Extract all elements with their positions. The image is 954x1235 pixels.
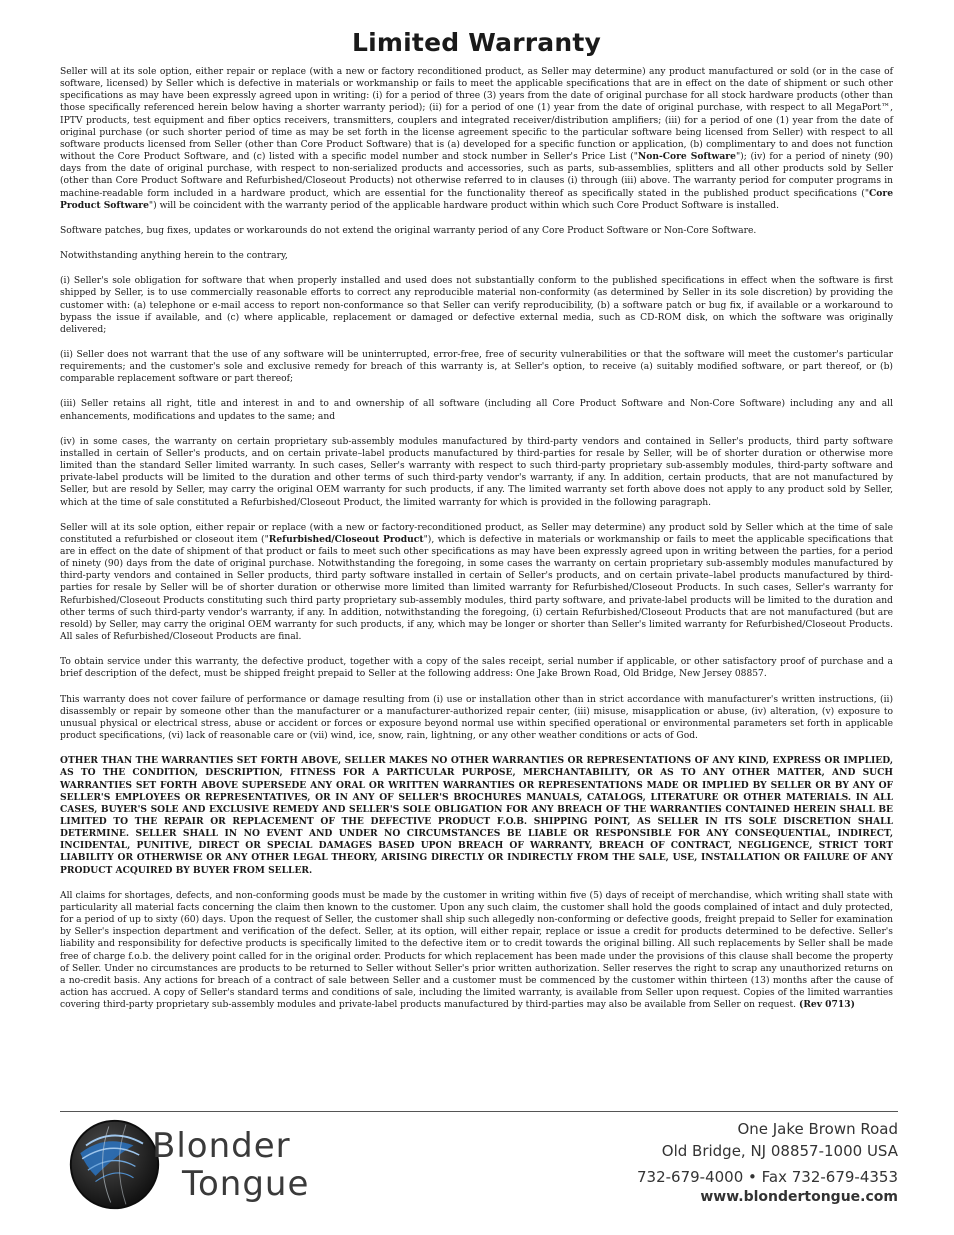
website-link[interactable]: www.blondertongue.com <box>700 1189 898 1205</box>
warranty-paragraph: (ii) Seller does not warrant that the use of any software will be uninterrupted, error-free, free of security vulnerabilities or that the software will meet the customer's particular requirements; and the customer's sole and exclusive remedy for breach of this warranty is, at Seller's option, to receive (a) suitably modified software, or part thereof, or (b) comparable replacement software or part thereof; <box>60 349 893 385</box>
warranty-paragraph: OTHER THAN THE WARRANTIES SET FORTH ABOVE, SELLER MAKES NO OTHER WARRANTIES OR REPRESENTATIONS OF ANY KIND, EXPRESS OR IMPLIED, AS TO THE CONDITION, DESCRIPTION, FITNESS FOR A PARTICULAR PURPOSE, MERCHANTABILITY, OR AS TO ANY OTHER MATTER, AND SUCH WARRANTIES SET FORTH ABOVE SUPERSEDE ANY ORAL OR WRITTEN WARRANTIES OR REPRESENTATIONS MADE OR IMPLIED BY SELLER OR BY ANY OF SELLER'S EMPLOYEES OR REPRESENTATIVES, OR IN ANY OF SELLER'S BROCHURES MANUALS, CATALOGS, LITERATURE OR OTHER MATERIALS. IN ALL CASES, BUYER'S SOLE AND EXCLUSIVE REMEDY AND SELLER'S SOLE OBLIGATION FOR ANY BREACH OF THE WARRANTIES CONTAINED HEREIN SHALL BE LIMITED TO THE REPAIR OR REPLACEMENT OF THE DEFECTIVE PRODUCT F.O.B. SHIPPING POINT, AS SELLER IN ITS SOLE DISCRETION SHALL DETERMINE. SELLER SHALL IN NO EVENT AND UNDER NO CIRCUMSTANCES BE LIABLE OR RESPONSIBLE FOR ANY CONSEQUENTIAL, INDIRECT, INCIDENTAL, PUNITIVE, DIRECT OR SPECIAL DAMAGES BASED UPON BREACH OF WARRANTY, BREACH OF CONTRACT, NEGLIGENCE, STRICT TORT LIABILITY OR OTHERWISE OR ANY OTHER LEGAL THEORY, ARISING DIRECTLY OR INDIRECTLY FROM THE SALE, USE, INSTALLATION OR FAILURE OF ANY PRODUCT ACQUIRED BY BUYER FROM SELLER. <box>60 755 893 876</box>
warranty-paragraph: (iv) in some cases, the warranty on certain proprietary sub-assembly modules manufactured by third-party vendors and contained in Seller's products, third party software installed in certain of Seller's products, and on certain private–label products manufactured by third-parties for resale by Seller, will be of shorter duration or otherwise more limited than the standard Seller limited warranty. In such cases, Seller's warranty with respect to such third-party proprietary sub-assembly modules, third-party software and private-label products will be limited to the duration and other terms of such third-party vendor's warranty, if any. In addition, certain products, that are not manufactured by Seller, but are resold by Seller, may carry the original OEM warranty for such products, if any. The limited warranty set forth above does not apply to any product sold by Seller, which at the time of sale constituted a Refurbished/Closeout Product, the limited warranty for which is provided in the following paragraph. <box>60 436 893 508</box>
warranty-paragraph: Seller will at its sole option, either repair or replace (with a new or factory reconditioned product, as Seller may determine) any product manufactured or sold (or in the case of software, licensed) by Seller which is defective in materials or workmanship or fails to meet the applicable specifications that are in effect on the date of shipment or such other specifications as may have been expressly agreed upon in writing: (i) for a period of three (3) years from the date of original purchase for all stock hardware products (other than those specifically referenced herein below having a shorter warranty period); (ii) for a period of one (1) year from the date of original purchase, with respect to all MegaPort™, IPTV products, test equipment and fiber optics receivers, transmitters, couplers and integrated receiver/distribution amplifiers; (iii) for a period of one (1) year from the date of original purchase (or such shorter period of time as may be set forth in the license agreement specific to the particular software being licensed from Seller) with respect to all software products licensed from Seller (other than Core Product Software) that is (a) developed for a specific function or application, (b) complimentary to and does not function without the Core Product Software, and (c) listed with a specific model number and stock number in Seller's Price List ("Non-Core Software"); (iv) for a period of ninety (90) days from the date of original purchase, with respect to non-serialized products and accessories, such as parts, sub-assemblies, splitters and all other products sold by Seller (other than Core Product Software and Refurbished/Closeout Products) not otherwise referred to in clauses (i) through (iii) above. The warranty period for computer programs in machine-readable form included in a hardware product, which are essential for the functionality thereof as specifically stated in the published product specifications ("Core Product Software") will be coincident with the warranty period of the applicable hardware product within which such Core Product Software is installed. <box>60 67 894 211</box>
phone-fax: 732-679-4000 • Fax 732-679-4353 <box>637 1168 898 1186</box>
footer-divider <box>60 1111 898 1112</box>
contact-block <box>637 1118 898 1206</box>
brand-wordmark <box>152 1127 309 1203</box>
page-title: Limited Warranty <box>352 28 601 57</box>
warranty-paragraph: This warranty does not cover failure of performance or damage resulting from (i) use or installation other than in strict accordance with manufacturer's written instructions, (ii) disassembly or repair by someone other than the manufacturer or a manufacturer-authorized repair center, (iii) misuse, misapplication or abuse, (iv) alteration, (v) exposure to unusual physical or electrical stress, abuse or accident or forces or exposure beyond normal use within specified operational or environmental parameters set forth in applicable product specifications, (vi) lack of reasonable care or (vii) wind, ice, snow, rain, lightning, or any other weather conditions or acts of God. <box>60 694 893 742</box>
address-line-2: Old Bridge, NJ 08857-1000 USA <box>661 1142 898 1160</box>
warranty-body <box>60 66 893 1011</box>
globe-logo-icon <box>67 1117 162 1212</box>
brand-line-2: Tongue <box>182 1164 310 1204</box>
warranty-paragraph: All claims for shortages, defects, and non-conforming goods must be made by the customer in writing within five (5) days of receipt of merchandise, which writing shall state with particularity all material facts concerning the claim then known to the customer. Upon any such claim, the customer shall hold the goods complained of intact and duly protected, for a period of up to sixty (60) days. Upon the request of Seller, the customer shall ship such allegedly non-conforming or defective goods, freight prepaid to Seller for examination by Seller's inspection department and verification of the defect. Seller, at its option, will either repair, replace or issue a credit for products determined to be defective. Seller's liability and responsibility for defective products is specifically limited to the defective item or to credit towards the original billing. All such replacements by Seller shall be made free of charge f.o.b. the delivery point called for in the original order. Products for which replacement has been made under the provisions of this clause shall become the property of Seller. Under no circumstances are products to be returned to Seller without Seller's prior written authorization. Seller reserves the right to scrap any unauthorized returns on a no-credit basis. Any actions for breach of a contract of sale between Seller and a customer must be commenced by the customer within thirteen (13) months after the cause of action has accrued. A copy of Seller's standard terms and conditions of sale, including the limited warranty, is available from Seller upon request. Copies of the limited warranties covering third-party proprietary sub-assembly modules and private-label products manufactured by third-parties may also be available from Seller on request. (Rev 0713) <box>60 890 893 1011</box>
revision-label: (Rev 0713) <box>799 999 855 1011</box>
warranty-paragraph: Notwithstanding anything herein to the contrary, <box>60 251 288 262</box>
warranty-paragraph: To obtain service under this warranty, the defective product, together with a copy of the sales receipt, serial number if applicable, or other satisfactory proof of purchase and a brief description of the defect, must be shipped freight prepaid to Seller at the following address: One Jake Brown Road, Old Bridge, New Jersey 08857. <box>60 657 893 680</box>
warranty-paragraph: Software patches, bug fixes, updates or workarounds do not extend the original warranty period of any Core Product Software or Non-Core Software. <box>60 225 757 236</box>
brand-line-1: Blonder <box>152 1126 291 1166</box>
warranty-paragraph: (iii) Seller retains all right, title and interest in and to and ownership of all software (including all Core Product Software and Non-Core Software) including any and all enhancements, modifications and updates to the same; and <box>60 399 893 422</box>
footer <box>60 1114 898 1229</box>
warranty-paragraph: (i) Seller's sole obligation for software that when properly installed and used does not substantially conform to the published specifications in effect when the software is first shipped by Seller, is to use commercially reasonable efforts to correct any reproducible material non-conformity (as determined by Seller in its sole discretion) by providing the customer with: (a) telephone or e-mail access to report non-conformance so that Seller can verify reproducibility, (b) a software patch or bug fix, if available or a workaround to bypass the issue if available, and (c) where applicable, replacement or damaged or defective external media, such as CD-ROM disk, on which the software was originally delivered; <box>60 276 893 335</box>
warranty-paragraph: Seller will at its sole option, either repair or replace (with a new or factory-reconditioned product, as Seller may determine) any product sold by Seller which at the time of sale constituted a refurbished or closeout item ("Refurbished/Closeout Product"), which is defective in materials or workmanship or fails to meet the applicable specifications that are in effect on the date of shipment of that product or fails to meet such other specifications as may have been expressly agreed upon in writing between the parties, for a period of ninety (90) days from the date of original purchase. Notwithstanding the foregoing, in some cases the warranty on certain proprietary sub-assembly modules manufactured by third-party vendors and contained in Seller products, third party software installed in certain of Seller's products, and on certain private–label products manufactured by third-parties for resale by Seller will be of shorter duration or otherwise more limited than limited warranty for Refurbished/Closeout Products. In such cases, Seller's warranty for Refurbished/Closeout Products constituting such third party proprietary sub-assembly modules, third party software, and private-label products will be limited to the duration and other terms of such third-party vendor's warranty, if any. In addition, notwithstanding the foregoing, (i) certain Refurbished/Closeout Products that are not manufactured (but are resold) by Seller, may carry the original OEM warranty for such products, if any, which may be longer or shorter than Seller's limited warranty for Refurbished/Closeout Products. All sales of Refurbished/Closeout Products are final. <box>60 522 893 643</box>
address-line-1: One Jake Brown Road <box>737 1120 898 1138</box>
warranty-page <box>60 28 893 1024</box>
